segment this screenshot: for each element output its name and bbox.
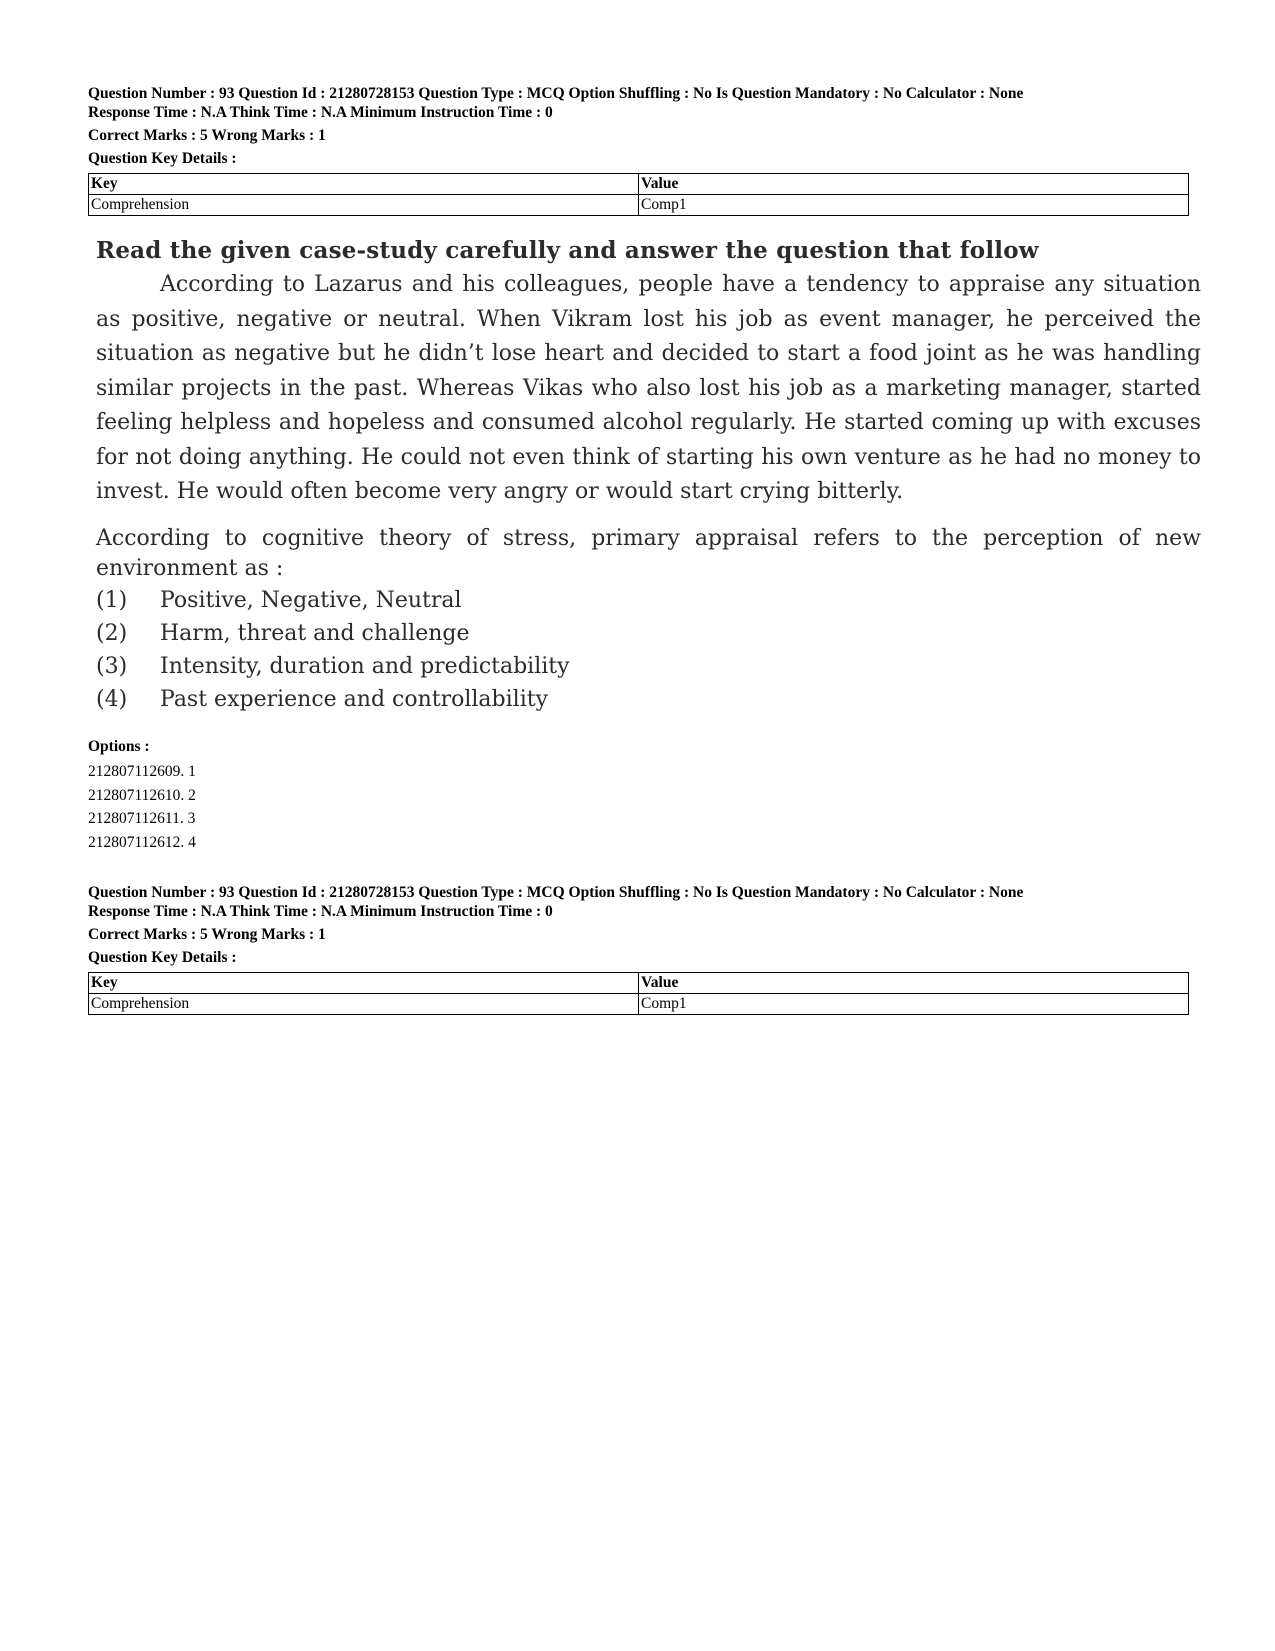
options-section [88,737,1188,854]
table-row [89,195,1189,216]
choice-text: Intensity, duration and predictability [160,653,570,679]
answer-choice [96,584,1201,617]
question-header-1 [88,84,1188,216]
case-study-title: Read the given case-study carefully and answer the question that follow [96,237,1039,264]
question-header-2 [88,883,1188,1015]
table-header-value: Value [639,174,1189,195]
choice-number: (1) [96,587,128,613]
case-study-image [96,234,1201,716]
table-cell-key: Comprehension [89,195,639,216]
timing-meta-line: Response Time : N.A Think Time : N.A Minimum Instruction Time : 0 [88,903,553,920]
timing-meta-line: Response Time : N.A Think Time : N.A Minimum Instruction Time : 0 [88,104,553,121]
table-row [89,994,1189,1015]
key-details-label: Question Key Details : [88,949,237,966]
choice-text: Harm, threat and challenge [160,620,470,646]
answer-choice [96,683,1201,716]
choice-text: Positive, Negative, Neutral [160,587,462,613]
choice-number: (2) [96,620,128,646]
table-header-row [89,174,1189,195]
table-header-value: Value [639,973,1189,994]
answer-choice [96,617,1201,650]
question-meta-line: Question Number : 93 Question Id : 21280728153 Question Type : MCQ Option Shuffling : No Is Question Mandatory : No Calculator : None [88,85,1024,102]
table-header-row [89,973,1189,994]
answer-choice [96,650,1201,683]
marks-line: Correct Marks : 5 Wrong Marks : 1 [88,926,326,943]
question-meta-line: Question Number : 93 Question Id : 21280728153 Question Type : MCQ Option Shuffling : No Is Question Mandatory : No Calculator : None [88,884,1024,901]
choice-number: (4) [96,686,128,712]
key-details-table [88,972,1189,1015]
key-details-label: Question Key Details : [88,150,237,167]
option-item: 212807112609. 1 [88,763,196,780]
options-label: Options : [88,738,150,755]
table-header-key: Key [89,174,639,195]
case-study-paragraph: According to Lazarus and his colleagues, people have a tendency to appraise any situation as positive, negative or neutral. When Vikram lost his job as event manager, he perceived the situation as negative but he didn’t lose heart and decided to start a food joint as he was handling similar projects in the past. Whereas Vikas who also lost his job as a marketing manager, started feeling helpless and hopeless and consumed alcohol regularly. He started coming up with excuses for not doing anything. He could not even think of starting his own venture as he had no money to invest. He would often become very angry or would start crying bitterly. [96,272,1201,504]
marks-line: Correct Marks : 5 Wrong Marks : 1 [88,127,326,144]
table-cell-value: Comp1 [639,994,1189,1015]
table-cell-value: Comp1 [639,195,1189,216]
question-text: According to cognitive theory of stress, primary appraisal refers to the perception of new environment as : [96,525,1201,581]
option-item: 212807112610. 2 [88,786,196,804]
table-header-key: Key [89,973,639,994]
choice-number: (3) [96,653,128,679]
choice-text: Past experience and controllability [160,686,549,712]
option-item: 212807112612. 4 [88,833,196,851]
option-item: 212807112611. 3 [88,810,196,827]
table-cell-key: Comprehension [89,994,639,1015]
key-details-table [88,173,1189,216]
